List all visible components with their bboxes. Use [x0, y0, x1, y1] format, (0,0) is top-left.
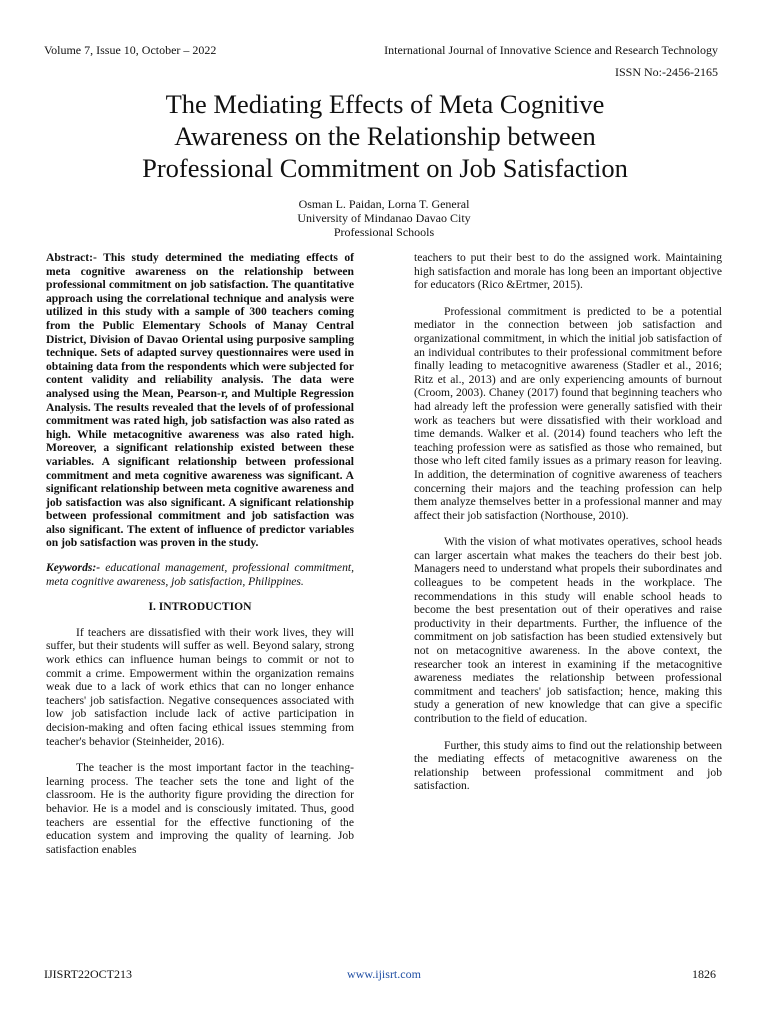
keywords-text: educational management, professional commitment, meta cognitive awareness, job satisfaction, Philippines.: [46, 561, 354, 588]
page-number: 1826: [692, 967, 716, 981]
affiliation: University of Mindanao Davao City: [297, 211, 471, 225]
keywords-label: Keywords:-: [46, 561, 101, 575]
paragraph: teachers to put their best to do the assigned work. Maintaining high satisfaction and morale has long been an important objective for educators (Rico &Ertmer, 2015).: [414, 251, 722, 292]
keywords: [46, 561, 354, 588]
paragraph: The teacher is the most important factor in the teaching-learning process. The teacher sets the tone and light of the classroom. He is the authority figure providing the direction for behavior. He is a model and is consciously imitated. Thus, good teachers are essential for the effective functioning of the education system and improving the quality of learning. Job satisfaction enables: [46, 761, 354, 856]
right-column: [414, 251, 722, 793]
paragraph: Further, this study aims to find out the relationship between the mediating effects of metacognitive awareness on the relationship between professional commitment and job satisfaction.: [414, 738, 722, 793]
abstract: Abstract:- This study determined the mediating effects of meta cognitive awareness on the relationship between professional commitment on job satisfaction. The quantitative approach using the correlational technique and analysis were utilized in this study with a sample of 300 teachers coming from the Public Elementary Schools of Manay Central District, Division of Davao Oriental using purposive sampling technique. Sets of adapted survey questionnaires were used in obtaining data from the respondents which were subjected for content validity and reliability analysis. The data were analysed using the Mean, Pearson-r, and Multiple Regression Analysis. The results revealed that the levels of of professional commitment was rated high, job satisfaction was also rated as high. While metacognitive awareness was also rated high. Moreover, a significant relationship existed between these variables. A significant relationship between professional commitment and meta cognitive awareness was significant. A significant relationship between meta cognitive awareness and job satisfaction was also significant. A significant relationship between professional commitment and job satisfaction was also significant. The extent of influence of predictor variables on job satisfaction was proven in the study.: [46, 251, 354, 550]
volume-issue: Volume 7, Issue 10, October – 2022: [44, 43, 217, 57]
left-column: [46, 251, 354, 856]
title-line: The Mediating Effects of Meta Cognitive: [165, 89, 605, 119]
author-block: [0, 197, 768, 239]
school: Professional Schools: [333, 225, 435, 239]
website-link[interactable]: www.ijisrt.com: [347, 967, 421, 981]
paper-id: IJISRT22OCT213: [44, 967, 132, 981]
title-line: Awareness on the Relationship between: [174, 121, 596, 151]
author-names: Osman L. Paidan, Lorna T. General: [298, 197, 470, 211]
paper-title: [40, 88, 730, 184]
title-line: Professional Commitment on Job Satisfaction: [142, 153, 628, 183]
journal-name: International Journal of Innovative Science and Research Technology: [384, 43, 718, 57]
paragraph: With the vision of what motivates operatives, school heads can larger ascertain what makes the teachers do their best job. Managers need to understand what propels their subordinates and colleagues to be competent heads in the workplace. The recommendations in this study will enable school heads to become the best presentation out of their operatives and raise productivity in their departments. Further, the influence of the commitment on job satisfaction has been studied extensively but not on metacognitive awareness. In the above context, the researcher took an interest in examining if the metacognitive awareness mediates the relationship between professional commitment and teachers' job satisfaction; hence, making this study a generation of new knowledge that can give a specific contribution to the field of education.: [414, 535, 722, 725]
paragraph: If teachers are dissatisfied with their work lives, they will suffer, but their students will suffer as well. Beyond salary, strong work ethics can influence human beings to commit or not to commit a crime. Empowerment within the organization remains weak due to a lack of work ethics that can no longer enhance teachers' job satisfaction. Negative consequences associated with low job satisfaction include lack of active participation in decision-making and often facing ethical issues stemming from teacher's behavior (Steinheider, 2016).: [46, 625, 354, 748]
paragraph: Professional commitment is predicted to be a potential mediator in the connection between job satisfaction and organizational commitment, in which the initial job satisfaction of an individual contributes to their professional commitment before finally leading to metacognitive awareness (Stadler et al., 2016; Ritz et al., 2013) and are only experiencing amounts of burnout (Croom, 2003). Chaney (2017) found that beginning teachers who had already left the profession were generally satisfied with their work as teachers but were dissatisfied with their workload and time demands. Walker et al. (2014) found teachers who left the teaching profession were as satisfied as those who remained, but those who left cited family issues as a primary reason for leaving. In addition, the determination of cognitive awareness of teachers concerning their majors and the teaching profession can help them analyze themselves better in a professional manner and may affect their job satisfaction (Northouse, 2010).: [414, 304, 722, 522]
issn: ISSN No:-2456-2165: [614, 65, 718, 79]
section-heading: I. INTRODUCTION: [148, 600, 252, 614]
